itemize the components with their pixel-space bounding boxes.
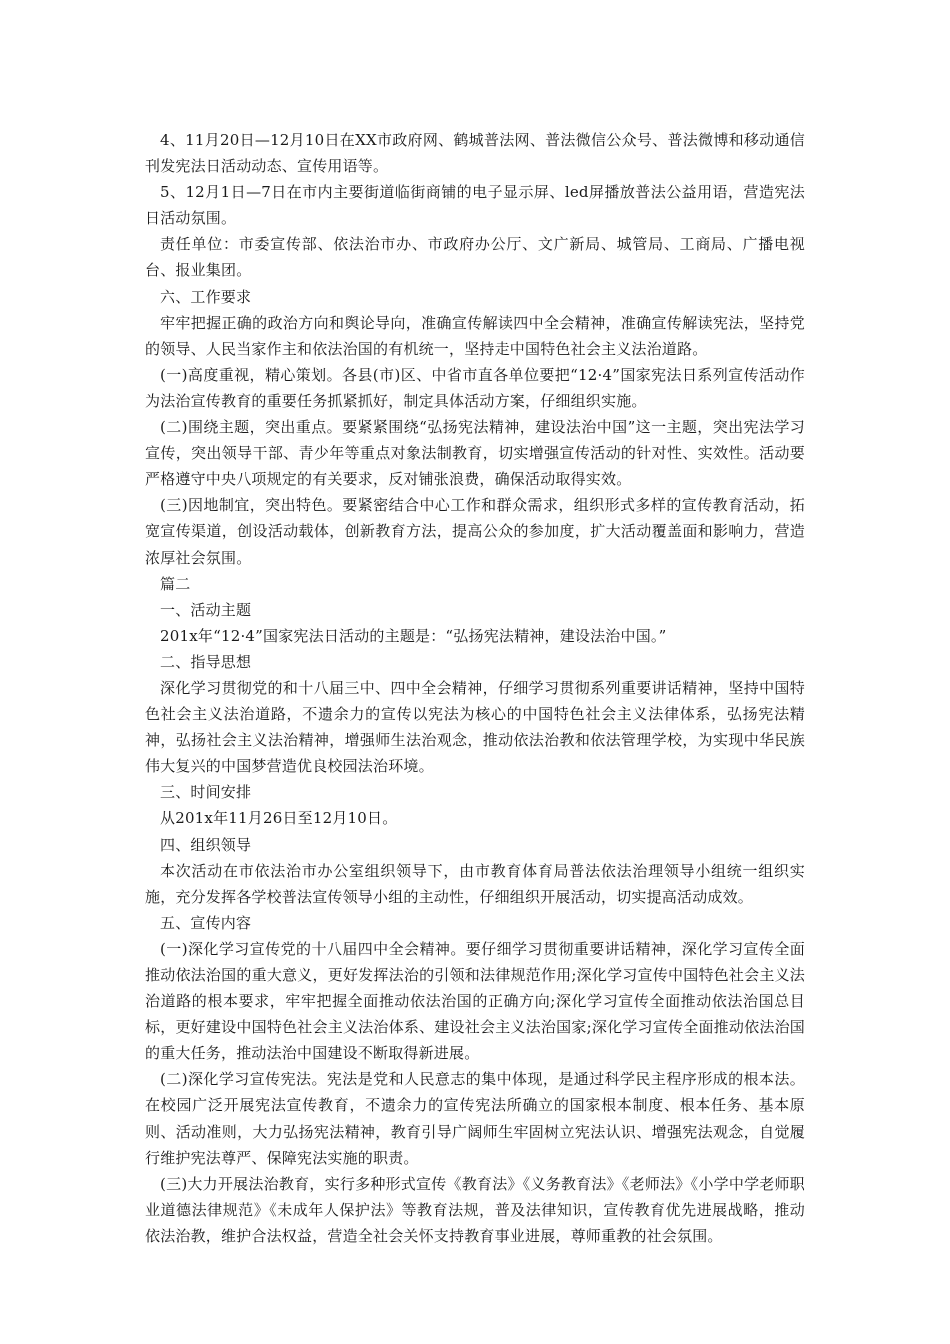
section-heading-theme: 一、活动主题 [160, 600, 252, 619]
paragraph-requirement-1: (一)高度重视，精心策划。各县(市)区、中省市直各单位要把“12·4”国家宪法日系列宣传活动作为法治宣传教育的重要任务抓紧抓好，制定具体活动方案，仔细组织实施。 [145, 365, 805, 410]
section-heading-guiding-thought: 二、指导思想 [160, 652, 252, 671]
section-heading-schedule: 三、时间安排 [160, 783, 252, 802]
section-heading-leadership: 四、组织领导 [160, 835, 252, 854]
paragraph-guiding-thought: 深化学习贯彻党的和十八届三中、四中全会精神，仔细学习贯彻系列重要讲话精神，坚持中国特色社会主义法治道路，不遗余力的宣传以宪法为核心的中国特色社会主义法律体系，弘扬宪法精神，弘扬社会主义法治精神，增强师生法治观念，推动依法治教和依法管理学校，为实现中华民族伟大复兴的中国梦营造优良校园法治环境。 [145, 678, 805, 776]
document-body [145, 127, 805, 1249]
section-heading-publicity-content: 五、宣传内容 [160, 913, 252, 932]
paragraph-content-1: (一)深化学习宣传党的十八届四中全会精神。要仔细学习贯彻重要讲话精神，深化学习宣传全面推动依法治国的重大意义，更好发挥法治的引领和法律规范作用;深化学习宣传中国特色社会主义法治道路的根本要求，牢牢把握全面推动依法治国的正确方向;深化学习宣传全面推动依法治国总目标，更好建设中国特色社会主义法治体系、建设社会主义法治国家;深化学习宣传全面推动依法治国的重大任务，推动法治中国建设不断取得新进展。 [145, 939, 805, 1063]
paragraph-requirements-intro: 牢牢把握正确的政治方向和舆论导向，准确宣传解读四中全会精神，准确宣传解读宪法，坚持党的领导、人民当家作主和依法治国的有机统一，坚持走中国特色社会主义法治道路。 [145, 313, 805, 358]
responsible-units: 责任单位：市委宣传部、依法治市办、市政府办公厅、文广新局、城管局、工商局、广播电视台、报业集团。 [145, 235, 805, 280]
paragraph-content-3: (三)大力开展法治教育，实行多种形式宣传《教育法》《义务教育法》《老师法》《小学中学老师职业道德法律规范》《未成年人保护法》等教育法规，普及法律知识，宣传教育优先进展战略，推动依法治教，维护合法权益，营造全社会关怀支持教育事业进展，尊师重教的社会氛围。 [145, 1174, 805, 1245]
paragraph-content-2: (二)深化学习宣传宪法。宪法是党和人民意志的集中体现，是通过科学民主程序形成的根本法。在校园广泛开展宪法宣传教育，不遗余力的宣传宪法所确立的国家根本制度、根本任务、基本原则、活动准则，大力弘扬宪法精神，教育引导广阔师生牢固树立宪法认识、增强宪法观念，自觉履行维护宪法尊严、保障宪法实施的职责。 [145, 1070, 805, 1167]
paragraph-requirement-3: (三)因地制宜，突出特色。要紧密结合中心工作和群众需求，组织形式多样的宣传教育活动，拓宽宣传渠道，创设活动载体，创新教育方法，提高公众的参加度，扩大活动覆盖面和影响力，营造浓厚社会氛围。 [145, 496, 805, 567]
part-two-heading: 篇二 [160, 574, 191, 593]
section-heading-work-requirements: 六、工作要求 [160, 287, 252, 306]
paragraph-theme: 201x年“12·4”国家宪法日活动的主题是：“弘扬宪法精神，建设法治中国。” [160, 626, 667, 645]
paragraph-schedule: 从201x年11月26日至12月10日。 [160, 809, 398, 828]
paragraph-requirement-2: (二)围绕主题，突出重点。要紧紧围绕“弘扬宪法精神，建设法治中国”这一主题，突出宪法学习宣传，突出领导干部、青少年等重点对象法制教育，切实增强宣传活动的针对性、实效性。活动要严格遵守中央八项规定的有关要求，反对铺张浪费，确保活动取得实效。 [145, 418, 805, 489]
paragraph-item-5: 5、12月1日—7日在市内主要街道临街商铺的电子显示屏、led屏播放普法公益用语，营造宪法日活动氛围。 [145, 183, 805, 228]
paragraph-item-4: 4、11月20日—12月10日在XX市政府网、鹤城普法网、普法微信公众号、普法微博和移动通信刊发宪法日活动动态、宣传用语等。 [145, 131, 805, 176]
paragraph-leadership: 本次活动在市依法治市办公室组织领导下，由市教育体育局普法依法治理领导小组统一组织实施，充分发挥各学校普法宣传领导小组的主动性，仔细组织开展活动，切实提高活动成效。 [145, 861, 805, 906]
